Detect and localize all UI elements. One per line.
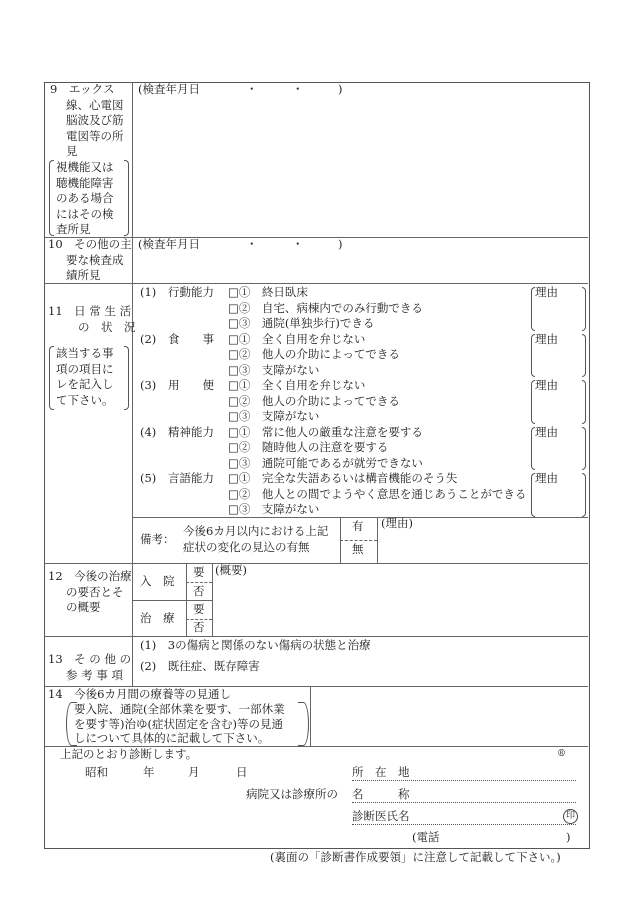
group-label: 食 事 [168,331,214,346]
group-label: 行動能力 [168,285,214,299]
label-line: 11 日 常 生 活 [48,304,132,318]
label-line: の要否とそ [66,584,124,599]
r13-item-2: (2) 既往症、既存障害 [140,659,260,673]
r12-label [48,569,132,616]
statement: 上記のとおり診断します。 [60,747,198,761]
bracket [298,702,309,746]
bracket [124,346,129,410]
reason-label[interactable]: 理由 [535,471,558,485]
name-label: 名 称 [352,787,410,801]
divider [377,517,378,563]
label-line: の 状 況 [78,319,136,334]
address-field[interactable] [352,780,576,781]
checkbox-option[interactable]: □③ 支障がない [228,362,320,377]
note-line: 該当する事 [56,346,114,360]
label-line: 脳波及び筋 [66,113,124,127]
bracket [531,473,535,517]
date-era: 昭和 [85,765,108,779]
dashed-divider [186,582,212,583]
seal-mark: 印 [563,809,578,824]
registered-mark: ® [557,749,566,759]
group-label: 精神能力 [168,424,214,439]
note-line: しについて具体的に記載して下さい。 [74,731,270,745]
bracket [531,427,535,471]
bracket [531,287,535,331]
dashed-divider [340,540,377,541]
bracket [531,380,535,424]
footnote: (裏面の「診断書作成要領」に注意して記載して下さい。) [270,850,561,864]
checkbox-option[interactable]: □① 終日臥床 [228,285,308,299]
bracket [531,334,535,378]
checkbox-option[interactable]: □① 全く自用を弁じない [228,331,366,346]
note-line: 視機能又は [56,160,114,174]
reason-label[interactable]: 理由 [535,424,558,439]
bracket [582,380,586,424]
label-line: 線、心電図 [66,97,124,112]
label-line: 績所見 [66,268,101,282]
r11-note [56,346,114,408]
r9-label [50,82,124,160]
checkbox-option[interactable]: □② 他人との間でようやく意思を通じあうことができる [228,486,527,501]
address-label: 所 在 地 [352,765,410,779]
note-line: 項の項目に [56,361,114,376]
change-no-option[interactable]: 無 [352,542,364,556]
r11-label [48,304,136,335]
checkbox-option[interactable]: □③ 通院(単独歩行)できる [228,316,375,330]
checkbox-option[interactable]: □③ 支障がない [228,409,320,423]
divider [310,686,311,746]
label-line: 9 エックス [50,82,115,96]
summary-label[interactable]: (概要) [215,563,247,577]
checkbox-option[interactable]: □① 全く自用を弁じない [228,378,366,392]
group-number: (5) [140,471,157,485]
label-line: 要な検査成 [66,252,124,267]
group-label: 言語能力 [168,471,214,485]
group-number: (2) [140,331,157,346]
label-line: 参 考 事 項 [66,667,123,682]
checkbox-option[interactable]: □③ 支障がない [228,502,320,516]
label-line: 10 その他の主 [48,237,132,251]
note-line: 聴機能障害 [56,175,114,190]
bracket [582,473,586,517]
group-number: (3) [140,378,157,392]
bracket [582,334,586,378]
r10-label [48,237,132,284]
r10-exam-date[interactable]: (検査年月日 ・ ・ ) [138,237,343,251]
r9-exam-date[interactable]: (検査年月日 ・ ・ ) [138,82,343,96]
phone-field[interactable]: (電話 ) [412,830,571,844]
label-line: 電図等の所 [66,128,124,143]
label-line: 13 そ の 他 の [48,652,132,666]
divider [44,636,588,637]
bracket [49,346,54,410]
r14-label: 14 今後6カ月間の療養等の見通し [48,687,231,701]
checkbox-option[interactable]: □② 他人の介助によってできる [228,347,400,361]
treatment-need[interactable]: 要 [193,602,205,616]
checkbox-option[interactable]: □② 自宅、病棟内でのみ行動できる [228,300,423,315]
label-line: 12 今後の治療 [48,569,132,583]
checkbox-option[interactable]: □① 完全な失語あるいは構音機能のそう失 [228,471,458,485]
divider [212,563,213,636]
bracket [582,287,586,331]
checkbox-option[interactable]: □① 常に他人の厳重な注意を要する [228,424,423,439]
hospitalization-label: 入 院 [140,574,175,588]
note-line: のある場合 [56,191,114,205]
divider [132,600,212,601]
treatment-label: 治 療 [140,611,175,625]
doctor-label: 診断医氏名 [352,809,410,823]
reason-label[interactable]: 理由 [535,331,558,346]
checkbox-option[interactable]: □③ 通院可能であるが就労できない [228,455,423,470]
treatment-noneed[interactable]: 否 [193,620,205,634]
label-line: の概要 [66,600,101,614]
name-field[interactable] [352,802,576,803]
reason-label[interactable]: 理由 [535,285,558,299]
remarks-line: 症状の変化の見込の有無 [183,539,310,554]
note-line: 査所見 [56,222,91,236]
note-line: にはその検 [56,206,114,221]
note-line: 要入院、通院(全部休業を要す、一部休業 [74,702,285,716]
remarks-question [183,524,328,555]
bracket [124,160,129,236]
hospitalization-noneed[interactable]: 否 [193,584,205,598]
hospitalization-need[interactable]: 要 [193,565,205,579]
label-column-divider [132,82,133,686]
group-number: (4) [140,424,157,439]
date-month[interactable]: 月 [188,765,200,779]
note-line: て下さい。 [56,392,114,407]
r9-note [56,160,114,238]
divider [132,517,588,518]
divider [44,563,588,564]
group-number: (1) [140,285,157,299]
remarks-label: 備考： [140,532,175,546]
date-day[interactable]: 日 [236,765,248,779]
remarks-line: 今後6カ月以内における上記 [183,524,329,538]
doctor-field[interactable] [352,824,576,825]
checkbox-option[interactable]: □② 他人の介助によってできる [228,393,400,408]
reason-label[interactable]: 理由 [535,378,558,392]
note-line: を要す等)治ゆ(症状固定を含む)等の見通 [74,716,283,731]
date-year[interactable]: 年 [143,765,155,779]
label-line: 見 [66,144,78,158]
bracket [49,160,54,236]
r13-item-1: (1) 3の傷病と関係のない傷病の状態と治療 [140,638,371,652]
r14-note [74,702,285,746]
remarks-reason[interactable]: (理由) [381,516,413,530]
r13-label [48,652,131,683]
bracket [582,427,586,471]
checkbox-option[interactable]: □② 随時他人の注意を要する [228,440,389,454]
group-label: 用 便 [168,378,214,392]
facility-label: 病院又は診療所の [246,787,338,801]
note-line: レを記入し [56,377,114,391]
change-yes-option[interactable]: 有 [352,519,364,533]
